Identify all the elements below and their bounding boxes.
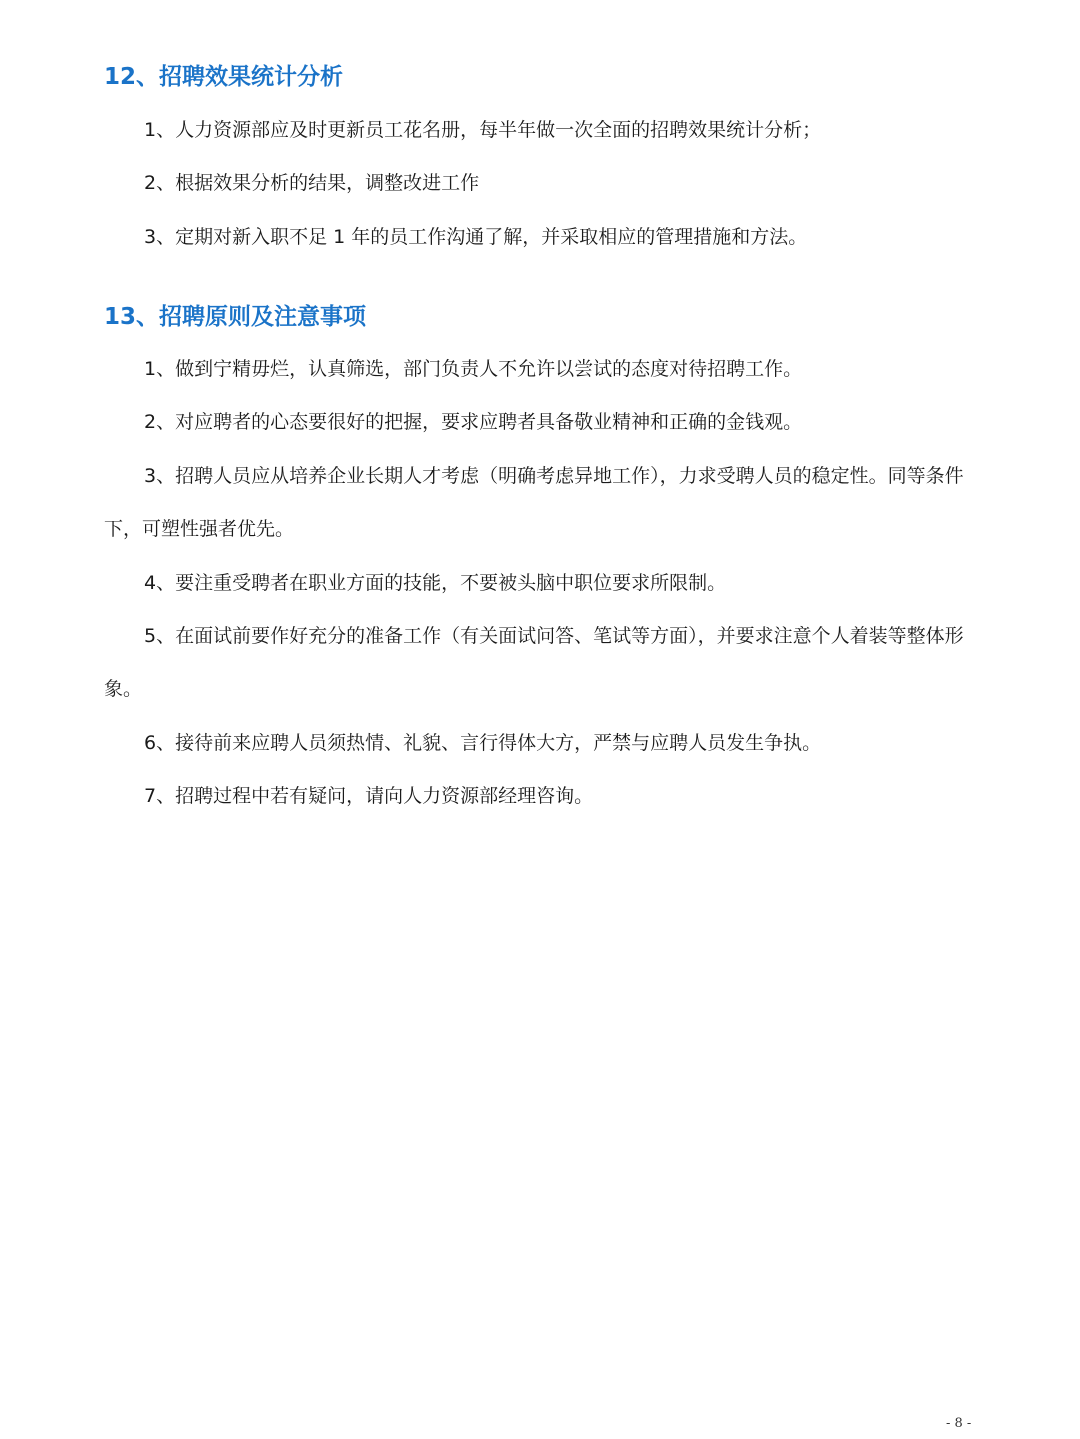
section-13-item-4: 4、要注重受聘者在职业方面的技能，不要被头脑中职位要求所限制。 xyxy=(144,572,727,594)
section-heading-13: 13、招聘原则及注意事项 xyxy=(104,304,367,330)
section-13-item-6: 6、接待前来应聘人员须热情、礼貌、言行得体大方，严禁与应聘人员发生争执。 xyxy=(144,732,822,754)
section-12-item-2: 2、根据效果分析的结果，调整改进工作 xyxy=(144,172,480,194)
section-heading-12: 12、招聘效果统计分析 xyxy=(104,64,344,90)
section-13-item-7: 7、招聘过程中若有疑问，请向人力资源部经理咨询。 xyxy=(144,785,594,807)
section-13-item-5: 5、在面试前要作好充分的准备工作（有关面试问答、笔试等方面），并要求注意个人着装等整体形象。 xyxy=(104,625,964,700)
section-12-item-3: 3、定期对新入职不足 1 年的员工作沟通了解，并采取相应的管理措施和方法。 xyxy=(144,226,808,248)
section-12-item-1: 1、人力资源部应及时更新员工花名册，每半年做一次全面的招聘效果统计分析； xyxy=(144,119,822,141)
section-13-item-3: 3、招聘人员应从培养企业长期人才考虑（明确考虑异地工作），力求受聘人员的稳定性。同等条件下，可塑性强者优先。 xyxy=(104,465,964,540)
page-number: - 8 - xyxy=(946,1416,972,1431)
section-13-item-1: 1、做到宁精毋烂，认真筛选，部门负责人不允许以尝试的态度对待招聘工作。 xyxy=(144,358,803,380)
section-13-item-2: 2、对应聘者的心态要很好的把握，要求应聘者具备敬业精神和正确的金钱观。 xyxy=(144,411,803,433)
